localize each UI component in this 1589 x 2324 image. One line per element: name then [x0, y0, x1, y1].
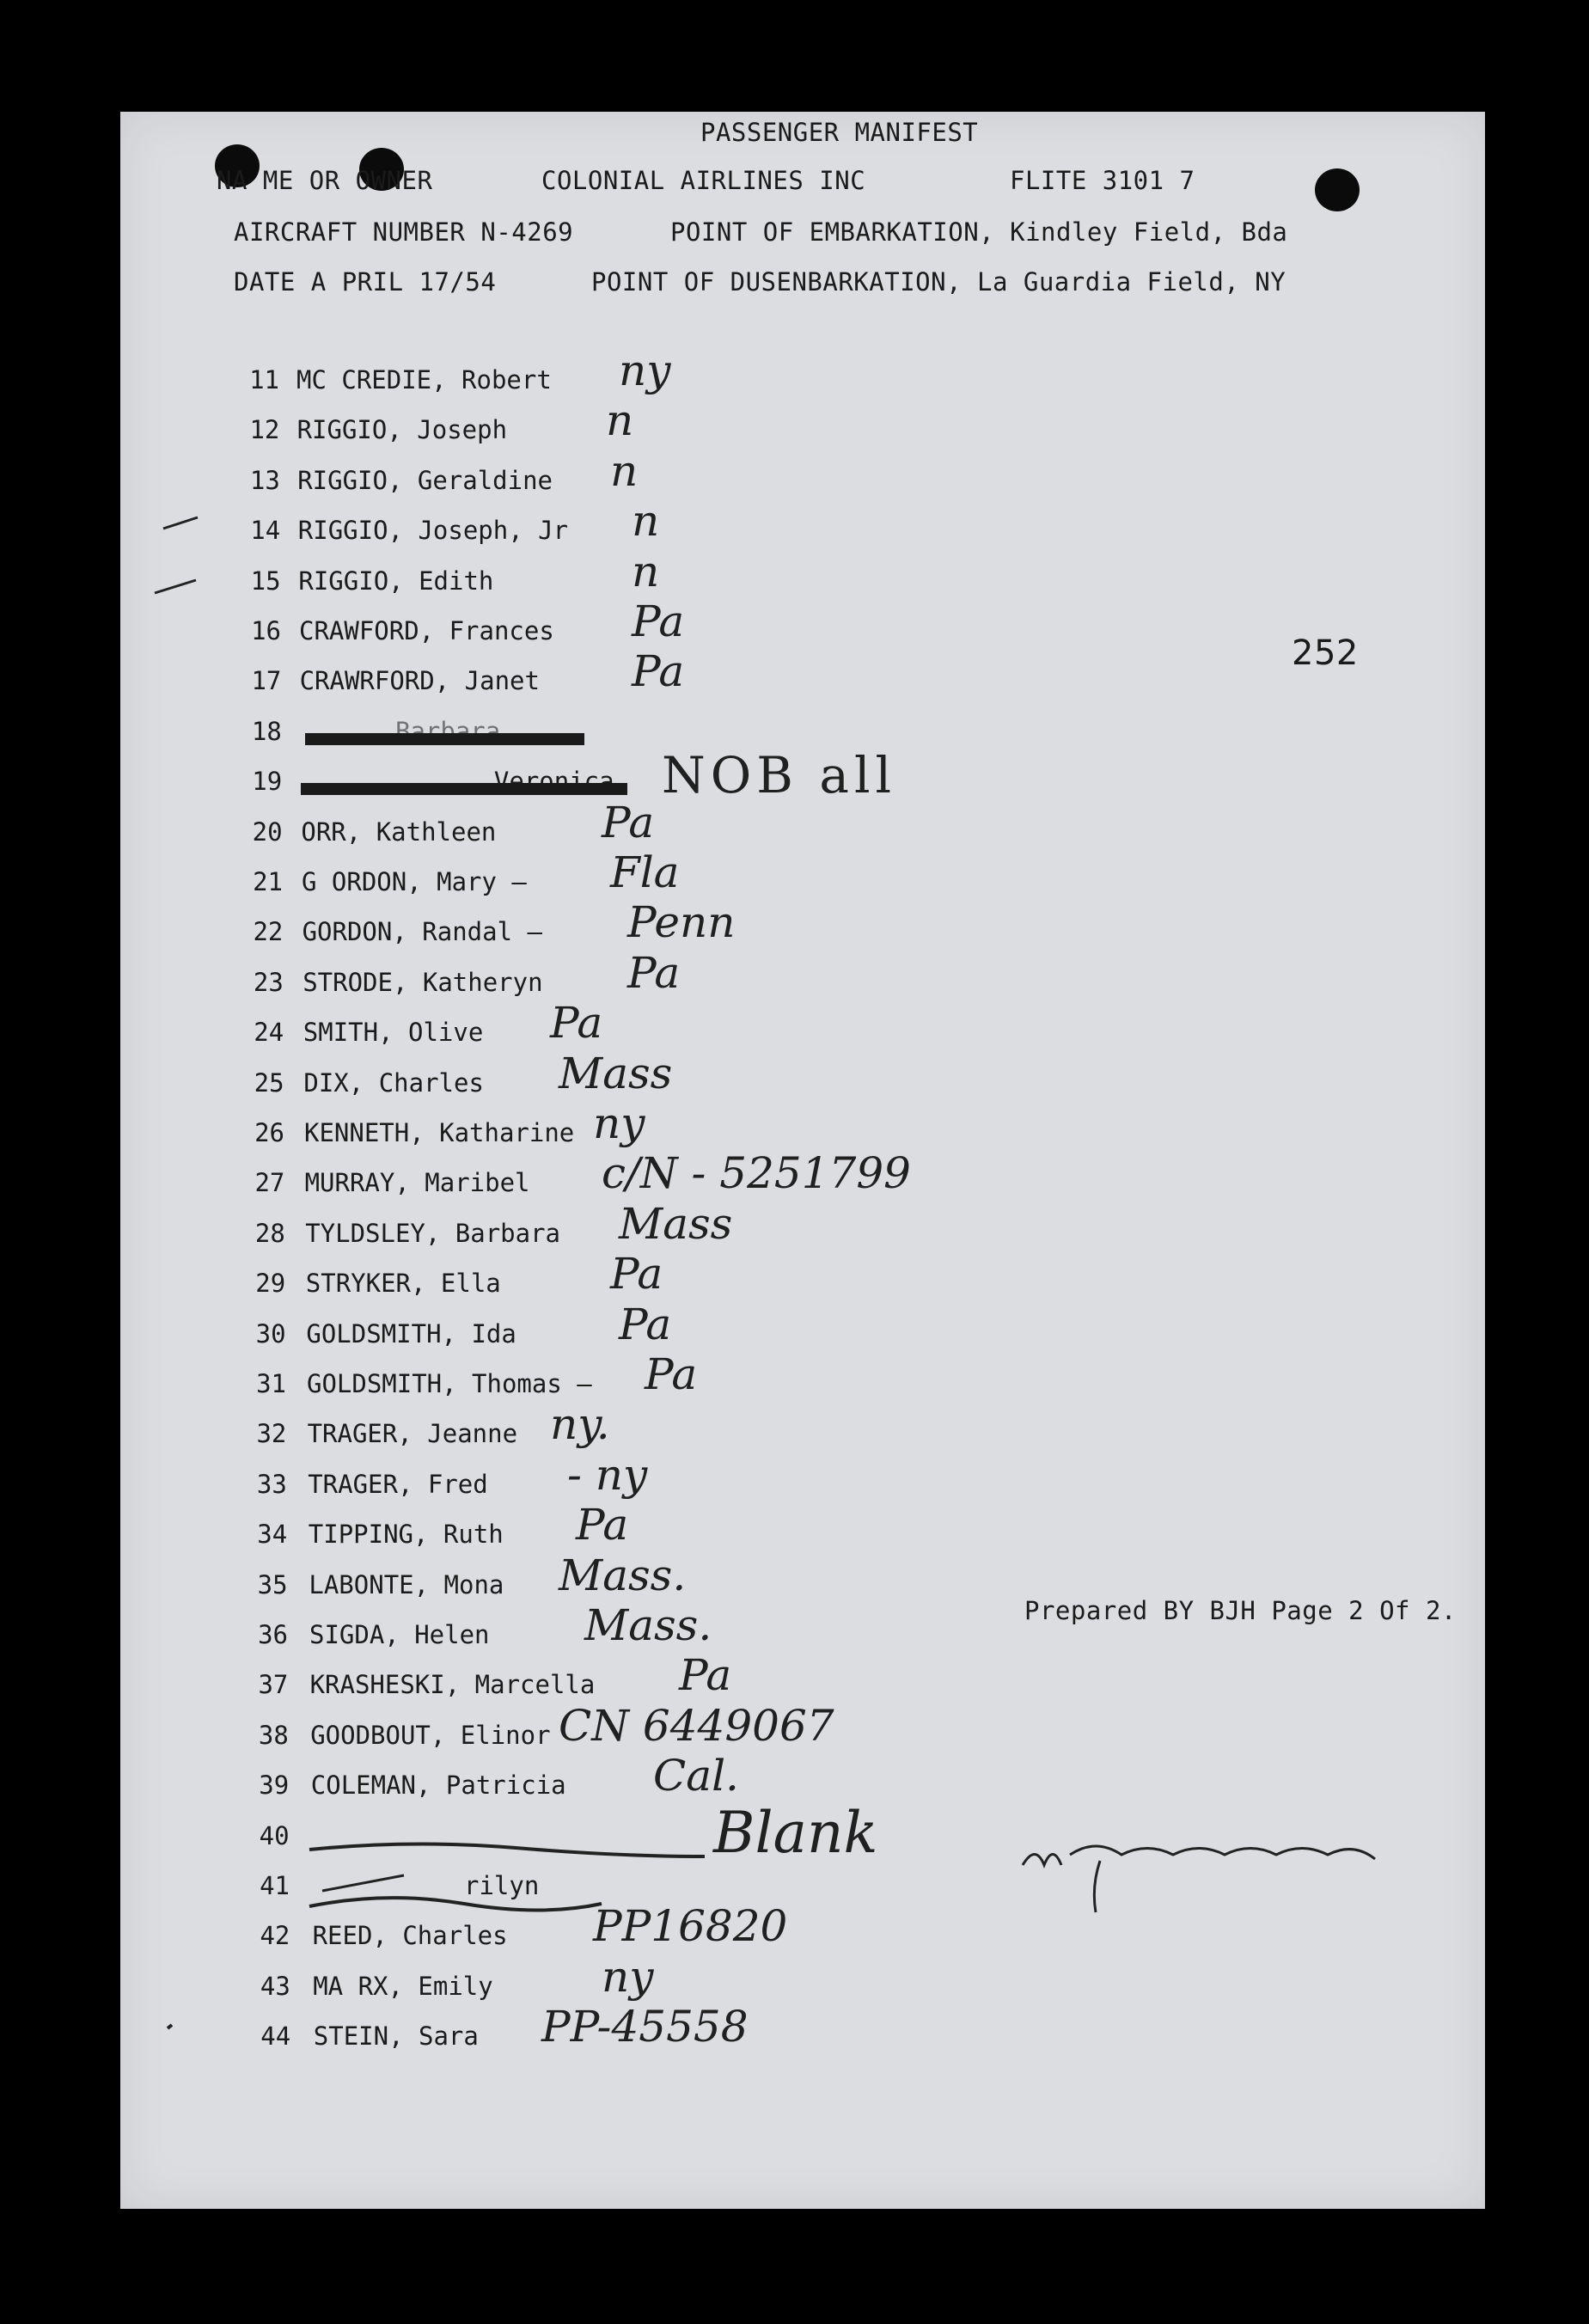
handwritten-note: Mass — [619, 1199, 733, 1249]
handwritten-note: Pa — [550, 998, 603, 1048]
passenger-number: 19 — [252, 767, 283, 796]
handwritten-note: CN 6449067 — [559, 1701, 834, 1751]
handwritten-note: ny — [619, 346, 671, 395]
manifest-title: PASSENGER MANIFEST — [700, 118, 979, 147]
handwritten-note: Pa — [602, 798, 655, 847]
handwritten-note: PP16820 — [593, 1901, 788, 1951]
passenger-number: 37 — [258, 1670, 289, 1699]
passenger-name: COLEMAN, Patricia — [310, 1771, 566, 1800]
passenger-name: KRASHESKI, Marcella — [309, 1670, 596, 1699]
passenger-number: 18 — [251, 717, 282, 746]
handwritten-note: Pa — [632, 646, 685, 696]
passenger-number: 34 — [257, 1520, 288, 1549]
passenger-name: G ORDON, Mary — — [302, 867, 527, 896]
handwritten-note: Cal. — [653, 1751, 739, 1801]
manifest-date: DATE A PRIL 17/54 — [234, 267, 497, 297]
passenger-name: STEIN, Sara — [313, 2021, 479, 2051]
handwritten-note: - ny — [567, 1450, 648, 1500]
handwritten-note: ny — [593, 1098, 645, 1148]
passenger-number: 28 — [254, 1219, 285, 1248]
passenger-name: CRAWFORD, Frances — [299, 616, 554, 645]
passenger-number: 39 — [259, 1771, 290, 1800]
passenger-name: LABONTE, Mona — [309, 1570, 504, 1599]
passenger-number: 23 — [253, 968, 284, 997]
passenger-name: RIGGIO, Geraldine — [297, 466, 553, 495]
passenger-name: MA RX, Emily — [313, 1972, 493, 2001]
handwritten-note: n — [632, 547, 660, 596]
handwritten-note: Pa — [576, 1500, 629, 1550]
passenger-name: TIPPING, Ruth — [308, 1520, 504, 1549]
passenger-number: 13 — [249, 466, 280, 495]
passenger-name: , Veronica — [464, 767, 614, 796]
flight-number: FLITE 3101 7 — [1010, 166, 1195, 195]
point-of-disembarkation: POINT OF DUSENBARKATION, La Guardia Field, NY — [591, 267, 1286, 297]
passenger-name: rilyn — [464, 1871, 540, 1900]
handwritten-note: n — [632, 496, 660, 546]
punch-hole — [1315, 168, 1360, 211]
passenger-number: 12 — [249, 415, 280, 444]
passenger-name: GOODBOUT, Elinor — [310, 1721, 551, 1750]
passenger-number: 31 — [256, 1369, 286, 1398]
passenger-number: 15 — [250, 566, 281, 596]
passenger-number: 11 — [249, 365, 279, 394]
passenger-number: 26 — [254, 1118, 284, 1147]
handwritten-note: Pa — [627, 948, 681, 998]
passenger-name: STRODE, Katheryn — [303, 968, 543, 997]
handwritten-note: n — [606, 395, 634, 445]
handwritten-note: Pa — [645, 1349, 698, 1399]
passenger-number: 35 — [257, 1570, 288, 1599]
handwritten-note: c/N - 5251799 — [602, 1148, 911, 1198]
page-number: 252 — [1292, 633, 1359, 673]
passenger-name: REED, Charles — [312, 1921, 508, 1950]
passenger-name: RIGGIO, Joseph, Jr — [297, 516, 569, 545]
handwritten-note: Fla — [610, 847, 680, 897]
passenger-number: 41 — [260, 1871, 290, 1900]
owner-label: NA ME OR OWNER — [217, 166, 433, 195]
passenger-number: 29 — [255, 1269, 286, 1298]
handwritten-note: Pa — [619, 1300, 672, 1349]
handwritten-note: Mass. — [584, 1600, 712, 1650]
passenger-name: CRAWRFORD, Janet — [299, 666, 540, 695]
passenger-name: RIGGIO, Edith — [298, 566, 494, 596]
passenger-name: TRAGER, Fred — [308, 1470, 488, 1499]
handwritten-note: n — [610, 446, 639, 496]
passenger-number: 36 — [258, 1620, 288, 1649]
passenger-name: DIX, Charles — [303, 1068, 484, 1098]
handwritten-note: PP-45558 — [541, 2002, 749, 2052]
handwritten-note: Penn — [627, 897, 736, 947]
owner-value: COLONIAL AIRLINES INC — [541, 166, 866, 195]
passenger-number: 25 — [254, 1068, 284, 1098]
handwritten-note: Pa — [632, 596, 685, 646]
passenger-name: STRYKER, Ella — [305, 1269, 501, 1298]
passenger-name: ORR, Kathleen — [301, 817, 497, 847]
passenger-number: 21 — [253, 867, 283, 896]
handwritten-note: Pa — [610, 1249, 663, 1299]
handwritten-note: Blank — [713, 1800, 878, 1866]
passenger-name: SMITH, Olive — [303, 1018, 484, 1047]
passenger-name: RIGGIO, Joseph — [296, 415, 508, 444]
passenger-number: 30 — [255, 1319, 286, 1349]
handwritten-note: NOB all — [662, 746, 897, 804]
passenger-name: MURRAY, Maribel — [304, 1168, 530, 1197]
prepared-by: Prepared BY BJH Page 2 Of 2. — [1024, 1596, 1457, 1625]
passenger-name: TYLDSLEY, Barbara — [305, 1219, 560, 1248]
passenger-number: 17 — [251, 666, 282, 695]
handwritten-note: ny — [602, 1952, 654, 2002]
passenger-number: 38 — [258, 1721, 289, 1750]
passenger-number: 27 — [254, 1168, 285, 1197]
passenger-number: 40 — [259, 1821, 290, 1850]
passenger-number: 22 — [253, 917, 284, 946]
passenger-name: GOLDSMITH, Thomas — — [307, 1369, 592, 1398]
passenger-number: 33 — [256, 1470, 287, 1499]
handwritten-note: Pa — [679, 1650, 732, 1700]
handwritten-note: Mass. — [559, 1550, 687, 1600]
passenger-number: 42 — [260, 1921, 290, 1950]
passenger-number: 14 — [250, 516, 281, 545]
passenger-name: TRAGER, Jeanne — [307, 1419, 518, 1448]
passenger-name: GOLDSMITH, Ida — [306, 1319, 516, 1349]
passenger-name: MC CREDIE, Robert — [296, 365, 552, 394]
passenger-name: Barbara — [395, 717, 501, 746]
passenger-number: 44 — [260, 2021, 291, 2051]
passenger-number: 24 — [254, 1018, 284, 1047]
aircraft-number: AIRCRAFT NUMBER N-4269 — [234, 217, 574, 247]
handwritten-note: Mass — [559, 1049, 673, 1098]
point-of-embarkation: POINT OF EMBARKATION, Kindley Field, Bda — [670, 217, 1288, 247]
passenger-number: 16 — [251, 616, 281, 645]
passenger-name: KENNETH, Katharine — [304, 1118, 575, 1147]
passenger-number: 43 — [260, 1972, 290, 2001]
passenger-name: GORDON, Randal — — [302, 917, 542, 946]
passenger-name: SIGDA, Helen — [309, 1620, 490, 1649]
passenger-number: 32 — [256, 1419, 287, 1448]
handwritten-note: ny. — [550, 1399, 610, 1449]
passenger-number: 20 — [252, 817, 283, 847]
